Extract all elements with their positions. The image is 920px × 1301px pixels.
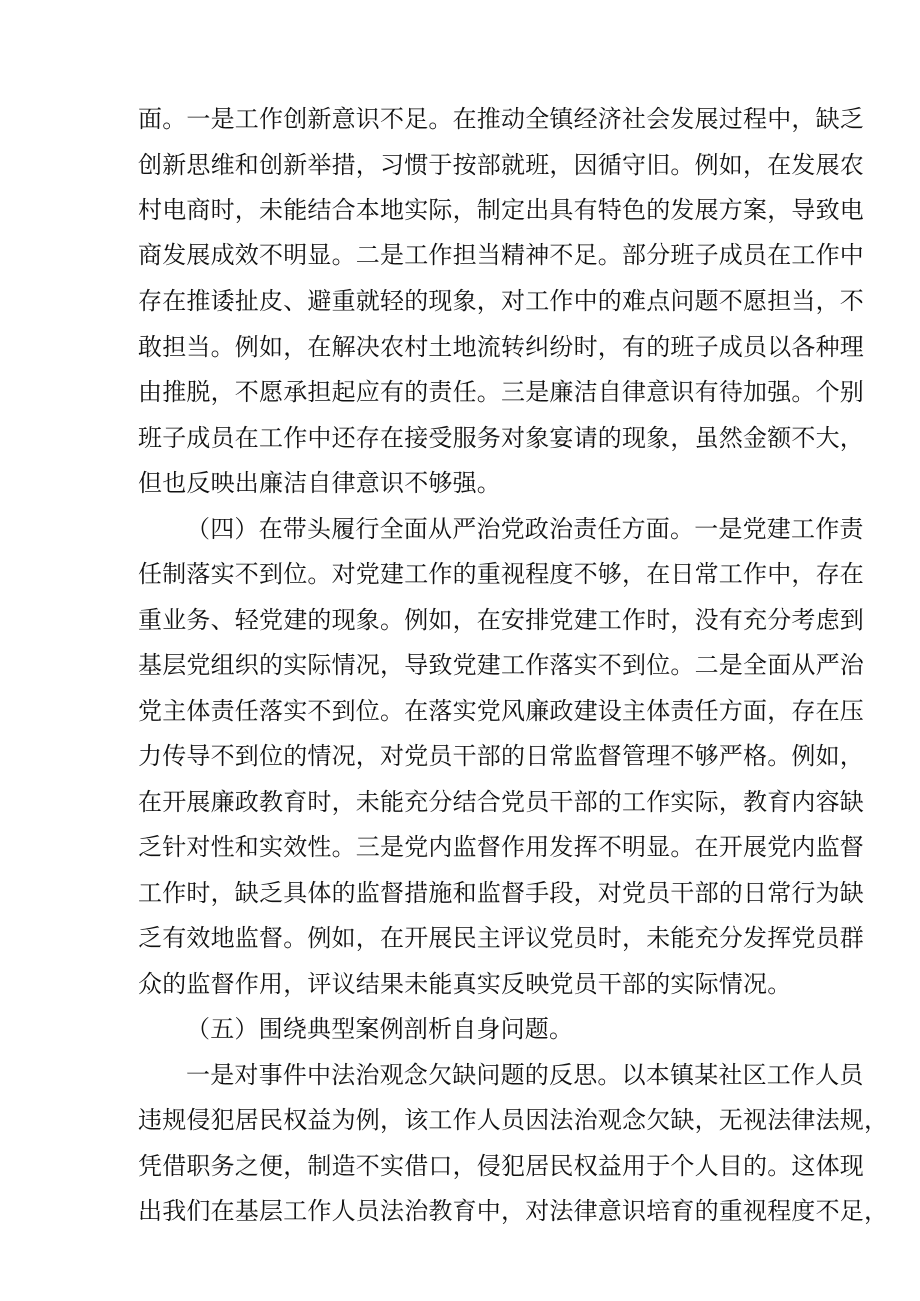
text-line: 出我们在基层工作人员法治教育中，对法律意识培育的重视程度不足， bbox=[138, 1197, 889, 1225]
text-line: 党主体责任落实不到位。在落实党风廉政建设主体责任方面，存在压 bbox=[138, 697, 864, 725]
text-line: 村电商时，未能结合本地实际，制定出具有特色的发展方案，导致电 bbox=[138, 196, 864, 224]
text-line: 力传导不到位的情况，对党员干部的日常监督管理不够严格。例如， bbox=[138, 742, 864, 770]
text-line: 乏针对性和实效性。三是党内监督作用发挥不明显。在开展党内监督 bbox=[138, 833, 864, 861]
text-line: 众的监督作用，评议结果未能真实反映党员干部的实际情况。 bbox=[138, 970, 792, 998]
text-line: 基层党组织的实际情况，导致党建工作落实不到位。二是全面从严治 bbox=[138, 651, 864, 679]
text-line: 凭借职务之便，制造不实借口，侵犯居民权益用于个人目的。这体现 bbox=[138, 1152, 864, 1180]
text-line: 存在推诿扯皮、避重就轻的现象，对工作中的难点问题不愿担当，不 bbox=[138, 287, 864, 315]
text-line: 工作时，缺乏具体的监督措施和监督手段，对党员干部的日常行为缺 bbox=[138, 879, 864, 907]
text-line: 面。一是工作创新意识不足。在推动全镇经济社会发展过程中，缺乏 bbox=[138, 105, 864, 133]
text-line: 一是对事件中法治观念欠缺问题的反思。以本镇某社区工作人员 bbox=[186, 1061, 864, 1089]
text-line: 敢担当。例如，在解决农村土地流转纠纷时，有的班子成员以各种理 bbox=[138, 333, 864, 361]
text-line: 创新思维和创新举措，习惯于按部就班，因循守旧。例如，在发展农 bbox=[138, 151, 864, 179]
text-line: 乏有效地监督。例如，在开展民主评议党员时，未能充分发挥党员群 bbox=[138, 924, 864, 952]
section-heading-4: （四）在带头履行全面从严治党政治责任方面。一是党建工作责 bbox=[186, 515, 864, 543]
text-line: 重业务、轻党建的现象。例如，在安排党建工作时，没有充分考虑到 bbox=[138, 606, 864, 634]
text-line: 但也反映出廉洁自律意识不够强。 bbox=[138, 469, 501, 497]
text-line: 在开展廉政教育时，未能充分结合党员干部的工作实际，教育内容缺 bbox=[138, 788, 864, 816]
text-line: 任制落实不到位。对党建工作的重视程度不够，在日常工作中，存在 bbox=[138, 560, 864, 588]
text-line: 违规侵犯居民权益为例，该工作人员因法治观念欠缺，无视法律法规， bbox=[138, 1106, 889, 1134]
section-heading-5: （五）围绕典型案例剖析自身问题。 bbox=[186, 1015, 574, 1043]
text-line: 由推脱，不愿承担起应有的责任。三是廉洁自律意识有待加强。个别 bbox=[138, 378, 864, 406]
text-line: 商发展成效不明显。二是工作担当精神不足。部分班子成员在工作中 bbox=[138, 241, 864, 269]
text-line: 班子成员在工作中还存在接受服务对象宴请的现象，虽然金额不大， bbox=[138, 424, 864, 452]
